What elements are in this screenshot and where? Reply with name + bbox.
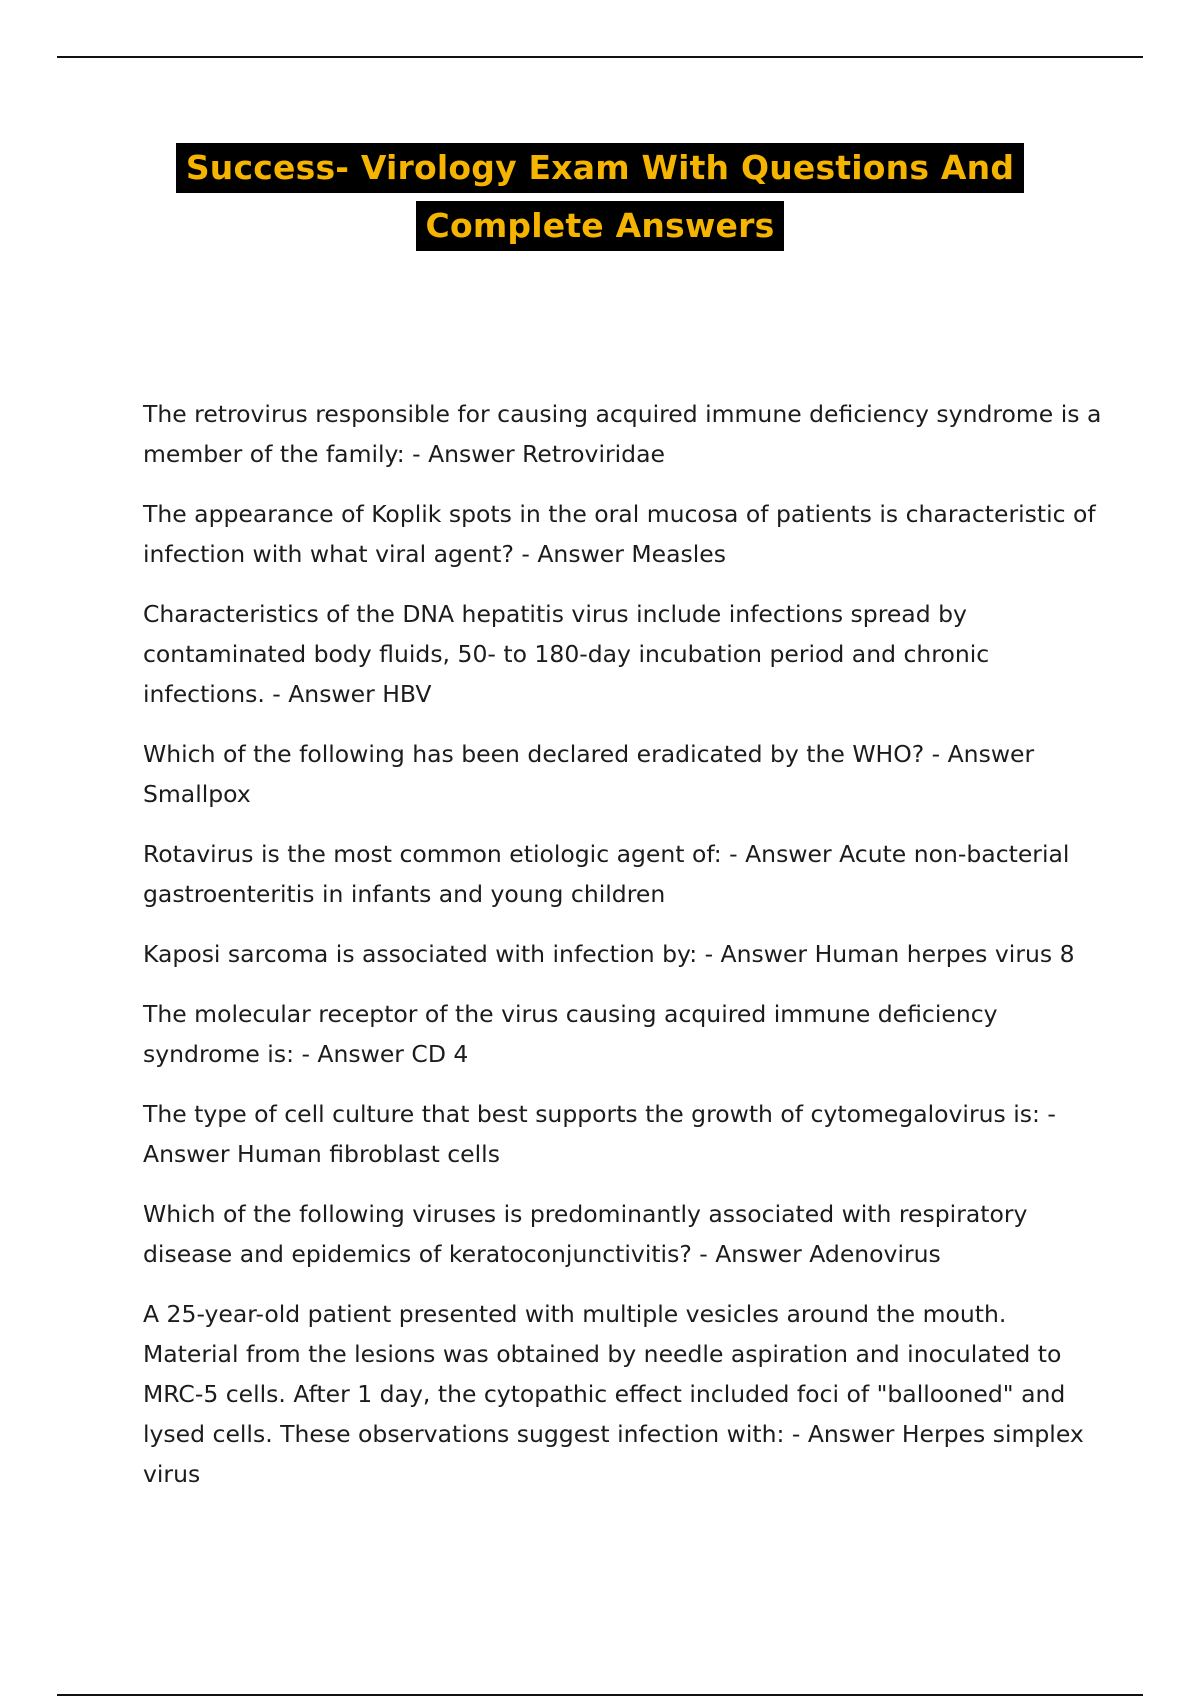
document-title xyxy=(0,143,1200,259)
question-answer-list xyxy=(143,394,1103,1514)
title-line-2-row xyxy=(0,201,1200,259)
qa-item: Rotavirus is the most common etiologic agent of: - Answer Acute non-bacterial gastroenteritis in infants and young children xyxy=(143,840,1070,908)
title-line-2: Complete Answers xyxy=(416,201,785,251)
qa-item: A 25-year-old patient presented with multiple vesicles around the mouth. Material from the lesions was obtained by needle aspiration and inoculated to MRC-5 cells. After 1 day, the cytopathic effect included foci of "ballooned" and lysed cells. These observations suggest infection with: - Answer Herpes simplex virus xyxy=(143,1300,1084,1488)
qa-item: Characteristics of the DNA hepatitis virus include infections spread by contaminated body fluids, 50- to 180-day incubation period and chronic infections. - Answer HBV xyxy=(143,600,990,708)
top-rule xyxy=(57,56,1143,58)
qa-item: The type of cell culture that best supports the growth of cytomegalovirus is: - Answer Human fibroblast cells xyxy=(143,1100,1056,1168)
bottom-rule xyxy=(57,1694,1143,1696)
qa-item: The retrovirus responsible for causing acquired immune deficiency syndrome is a member of the family: - Answer Retroviridae xyxy=(143,400,1102,468)
qa-item: Which of the following has been declared eradicated by the WHO? - Answer Smallpox xyxy=(143,740,1035,808)
qa-item: The appearance of Koplik spots in the oral mucosa of patients is characteristic of infection with what viral agent? - Answer Measles xyxy=(143,500,1096,568)
qa-item: The molecular receptor of the virus causing acquired immune deficiency syndrome is: - Answer CD 4 xyxy=(143,1000,998,1068)
title-line-1-row xyxy=(0,143,1200,201)
title-line-1: Success- Virology Exam With Questions And xyxy=(176,143,1024,193)
qa-item: Which of the following viruses is predominantly associated with respiratory disease and epidemics of keratoconjunctivitis? - Answer Adenovirus xyxy=(143,1200,1028,1268)
qa-item: Kaposi sarcoma is associated with infection by: - Answer Human herpes virus 8 xyxy=(143,940,1075,968)
